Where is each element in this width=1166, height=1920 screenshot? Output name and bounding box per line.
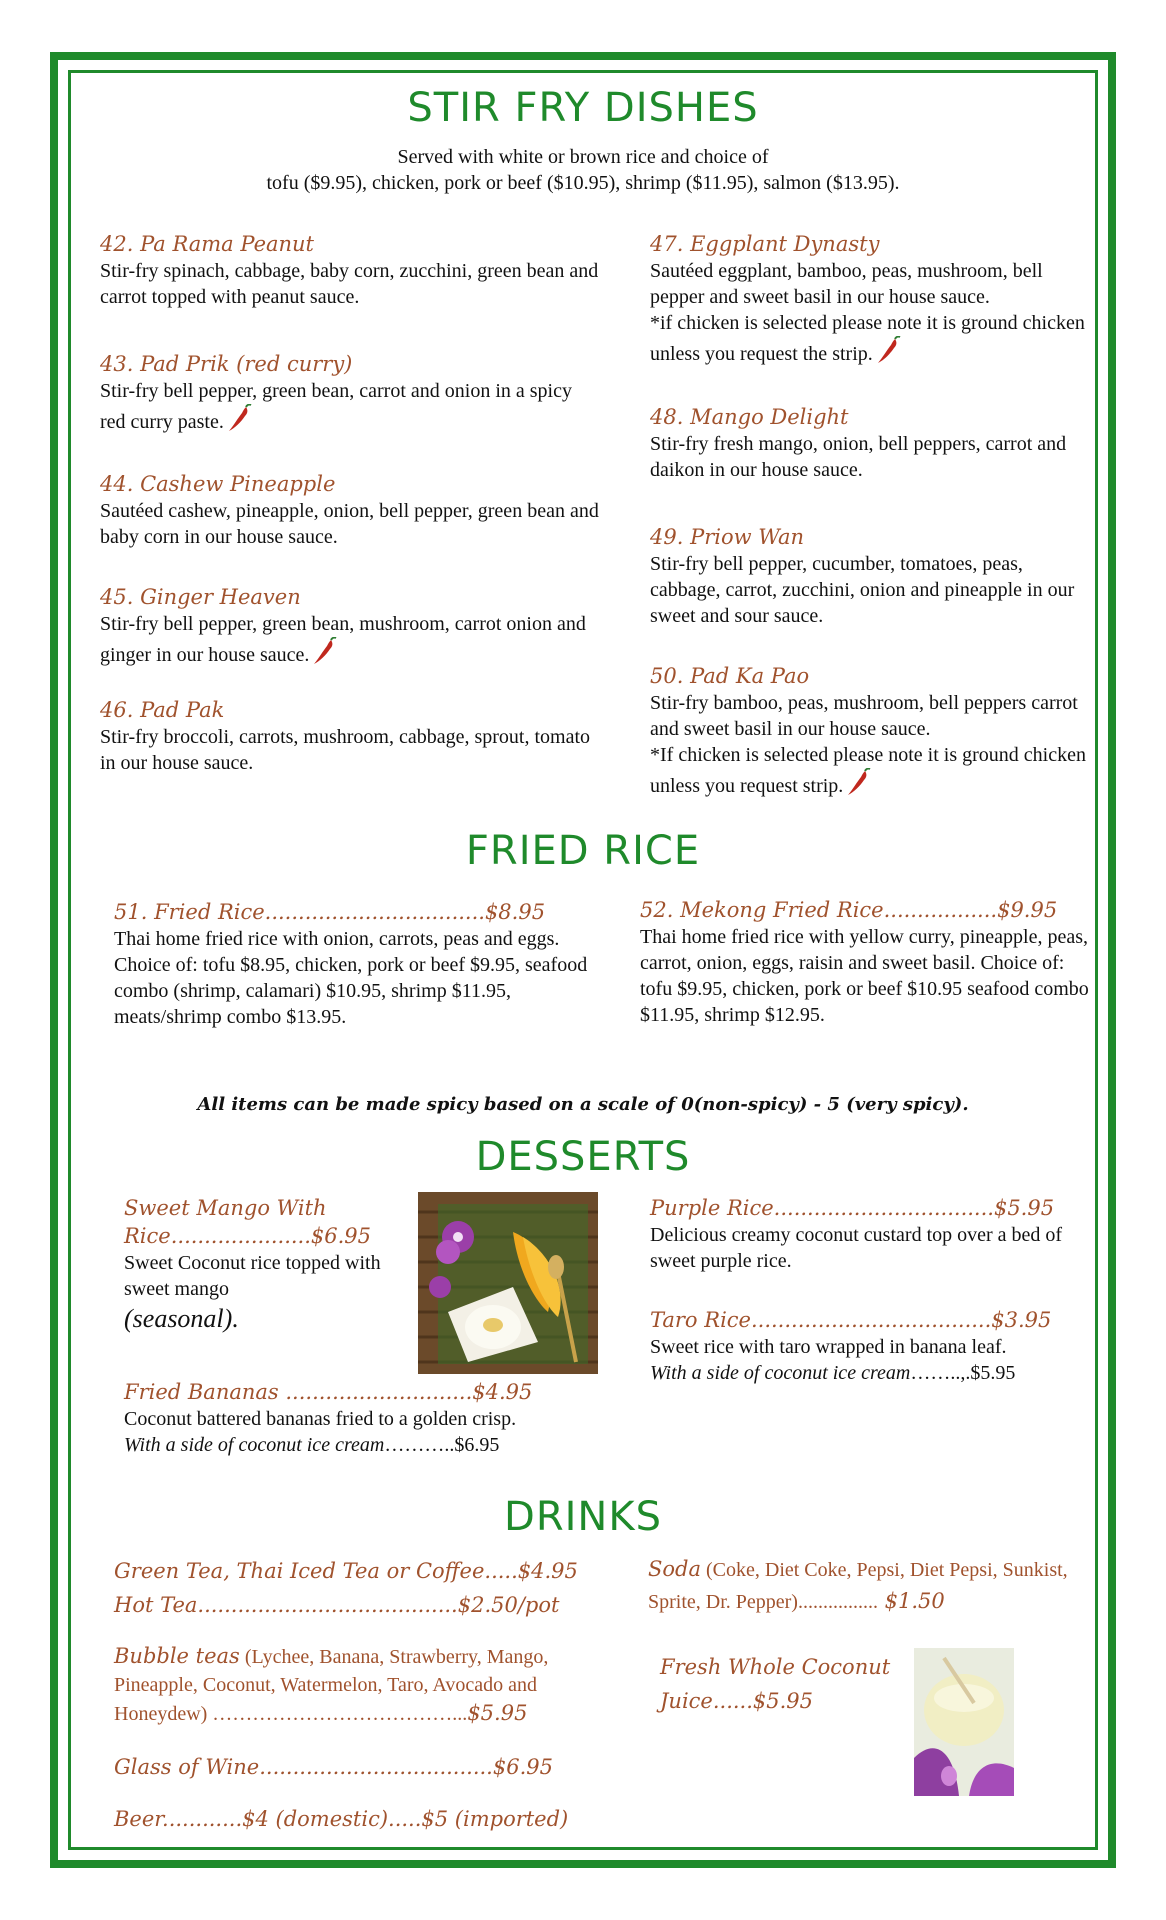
chili-pepper-icon — [845, 768, 871, 798]
spicy-scale-note: All items can be made spicy based on a scale of 0(non-spicy) - 5 (very spicy). — [197, 1094, 969, 1115]
item-desc: Stir-fry broccoli, carrots, mushroom, cabbage, sprout, tomato in our house sauce. — [100, 726, 591, 774]
item-price: $5.95 — [467, 1701, 528, 1725]
item-name: Soda — [648, 1557, 701, 1581]
item-name: 49. Priow Wan — [650, 525, 805, 549]
desserts-title: DESSERTS — [475, 1134, 691, 1180]
item-desc: Stir-fry bell pepper, green bean, carrot and onion in a spicy red curry paste. — [100, 380, 572, 433]
menu-item-44 — [100, 470, 600, 550]
item-desc: Thai home fried rice with onion, carrots, peas and eggs. — [114, 928, 560, 950]
seasonal-note: (seasonal). — [124, 1304, 239, 1333]
item-desc: Sautéed cashew, pineapple, onion, bell pepper, green bean and baby corn in our house sauce. — [100, 500, 599, 548]
item-name: 46. Pad Pak — [100, 698, 225, 722]
item-name: Sweet Mango With — [124, 1196, 327, 1220]
item-desc: Stir-fry bell pepper, green bean, mushroom, carrot onion and ginger in our house sauce. — [100, 613, 586, 666]
drink-hot-tea: Hot Tea.......................................$2.50/pot — [114, 1593, 560, 1617]
item-note: *If chicken is selected please note it is ground chicken unless you request strip. — [650, 744, 1086, 797]
dessert-taro-rice — [650, 1306, 1106, 1386]
item-name: Purple Rice.................................$5.95 — [650, 1196, 1055, 1220]
coconut-drink-photo — [914, 1648, 1014, 1796]
item-name: 51. Fried Rice.................................$8.95 — [114, 900, 546, 924]
item-price: Juice......$5.95 — [660, 1689, 814, 1713]
mango-sticky-rice-photo — [418, 1192, 598, 1374]
item-name: Fried Bananas ............................$4.95 — [124, 1380, 533, 1404]
item-side: With a side of coconut ice cream — [650, 1362, 911, 1384]
dessert-sweet-mango — [124, 1194, 414, 1336]
item-desc: Thai home fried rice with yellow curry, pineapple, peas, carrot, onion, eggs, raisin and sweet basil. Choice of: tofu $9.95, chicken, pork or beef $10.95 seafood combo $11.95, shrimp $12.95. — [640, 926, 1089, 1026]
item-name: Bubble teas — [114, 1644, 240, 1668]
item-side-price: ………..$6.95 — [384, 1434, 500, 1456]
item-desc: (Lychee, Banana, Strawberry, Mango, Pineapple, Coconut, Watermelon, Taro, Avocado and Honeydew) ………………………………... — [114, 1646, 549, 1725]
menu-item-45 — [100, 583, 600, 668]
drink-glass-of-wine: Glass of Wine...................................$6.95 — [114, 1755, 553, 1779]
item-desc: Stir-fry bamboo, peas, mushroom, bell peppers carrot and sweet basil in our house sauce. — [650, 692, 1078, 740]
item-desc: Sweet rice with taro wrapped in banana leaf. — [650, 1336, 1007, 1358]
stir-fry-subtitle-line2: tofu ($9.95), chicken, pork or beef ($10.95), shrimp ($11.95), salmon ($13.95). — [266, 172, 900, 194]
drink-soda — [648, 1554, 1098, 1618]
menu-item-47 — [650, 230, 1090, 367]
drink-tea-coffee: Green Tea, Thai Iced Tea or Coffee.....$4.95 — [114, 1559, 578, 1583]
item-price: Rice.....................$6.95 — [124, 1224, 372, 1248]
menu-item-42 — [100, 230, 600, 310]
menu-item-50 — [650, 662, 1090, 799]
item-desc: Coconut battered bananas fried to a golden crisp. — [124, 1408, 517, 1430]
item-desc: (Coke, Diet Coke, Pepsi, Diet Pepsi, Sunkist, Sprite, Dr. Pepper)................ — [648, 1559, 1068, 1613]
drink-beer: Beer............$4 (domestic).....$5 (imported) — [114, 1807, 569, 1831]
drink-fresh-coconut — [660, 1650, 900, 1718]
item-name: 44. Cashew Pineapple — [100, 472, 336, 496]
item-desc: Sweet Coconut rice topped with sweet mango — [124, 1252, 381, 1300]
item-desc: Stir-fry bell pepper, cucumber, tomatoes, peas, cabbage, carrot, zucchini, onion and pineapple in our sweet and sour sauce. — [650, 553, 1075, 627]
item-name: Taro Rice....................................$3.95 — [650, 1308, 1052, 1332]
menu-item-52 — [640, 896, 1100, 1028]
item-name: Fresh Whole Coconut — [660, 1655, 891, 1679]
item-side-price: ……..,.$5.95 — [910, 1362, 1016, 1384]
item-name: 43. Pad Prik (red curry) — [100, 352, 353, 376]
stir-fry-subtitle-line1: Served with white or brown rice and choice of — [397, 146, 769, 168]
dessert-purple-rice — [650, 1194, 1106, 1274]
drink-bubble-teas — [114, 1642, 624, 1728]
dessert-fried-bananas — [124, 1378, 604, 1458]
chili-pepper-icon — [226, 404, 252, 434]
item-desc: Sautéed eggplant, bamboo, peas, mushroom, bell pepper and sweet basil in our house sauce. — [650, 260, 1043, 308]
item-name: 45. Ginger Heaven — [100, 585, 301, 609]
item-name: 47. Eggplant Dynasty — [650, 232, 880, 256]
item-desc: Delicious creamy coconut custard top over a bed of sweet purple rice. — [650, 1224, 1063, 1272]
stir-fry-title: STIR FRY DISHES — [407, 85, 759, 131]
item-price: $1.50 — [877, 1589, 945, 1613]
menu-item-43 — [100, 350, 600, 435]
item-name: 42. Pa Rama Peanut — [100, 232, 314, 256]
chili-pepper-icon — [311, 637, 337, 667]
item-name: 48. Mango Delight — [650, 405, 849, 429]
fried-rice-title: FRIED RICE — [465, 828, 701, 874]
menu-item-46 — [100, 696, 600, 776]
drinks-title: DRINKS — [504, 1494, 662, 1540]
menu-item-49 — [650, 523, 1090, 629]
item-note: *if chicken is selected please note it is ground chicken unless you request the strip. — [650, 312, 1085, 365]
menu-item-48 — [650, 403, 1090, 483]
drinks-left-column — [114, 1554, 624, 1836]
item-name: 50. Pad Ka Pao — [650, 664, 810, 688]
item-desc: Stir-fry fresh mango, onion, bell peppers, carrot and daikon in our house sauce. — [650, 433, 1067, 481]
menu-item-51 — [114, 898, 594, 1030]
item-desc: Stir-fry spinach, cabbage, baby corn, zucchini, green bean and carrot topped with peanut sauce. — [100, 260, 599, 308]
chili-pepper-icon — [875, 336, 901, 366]
item-side: With a side of coconut ice cream — [124, 1434, 385, 1456]
item-name: 52. Mekong Fried Rice.................$9.95 — [640, 898, 1058, 922]
item-choice: Choice of: tofu $8.95, chicken, pork or beef $9.95, seafood combo (shrimp, calamari) $10.95, shrimp $11.95, meats/shrimp combo $13.95. — [114, 954, 588, 1028]
